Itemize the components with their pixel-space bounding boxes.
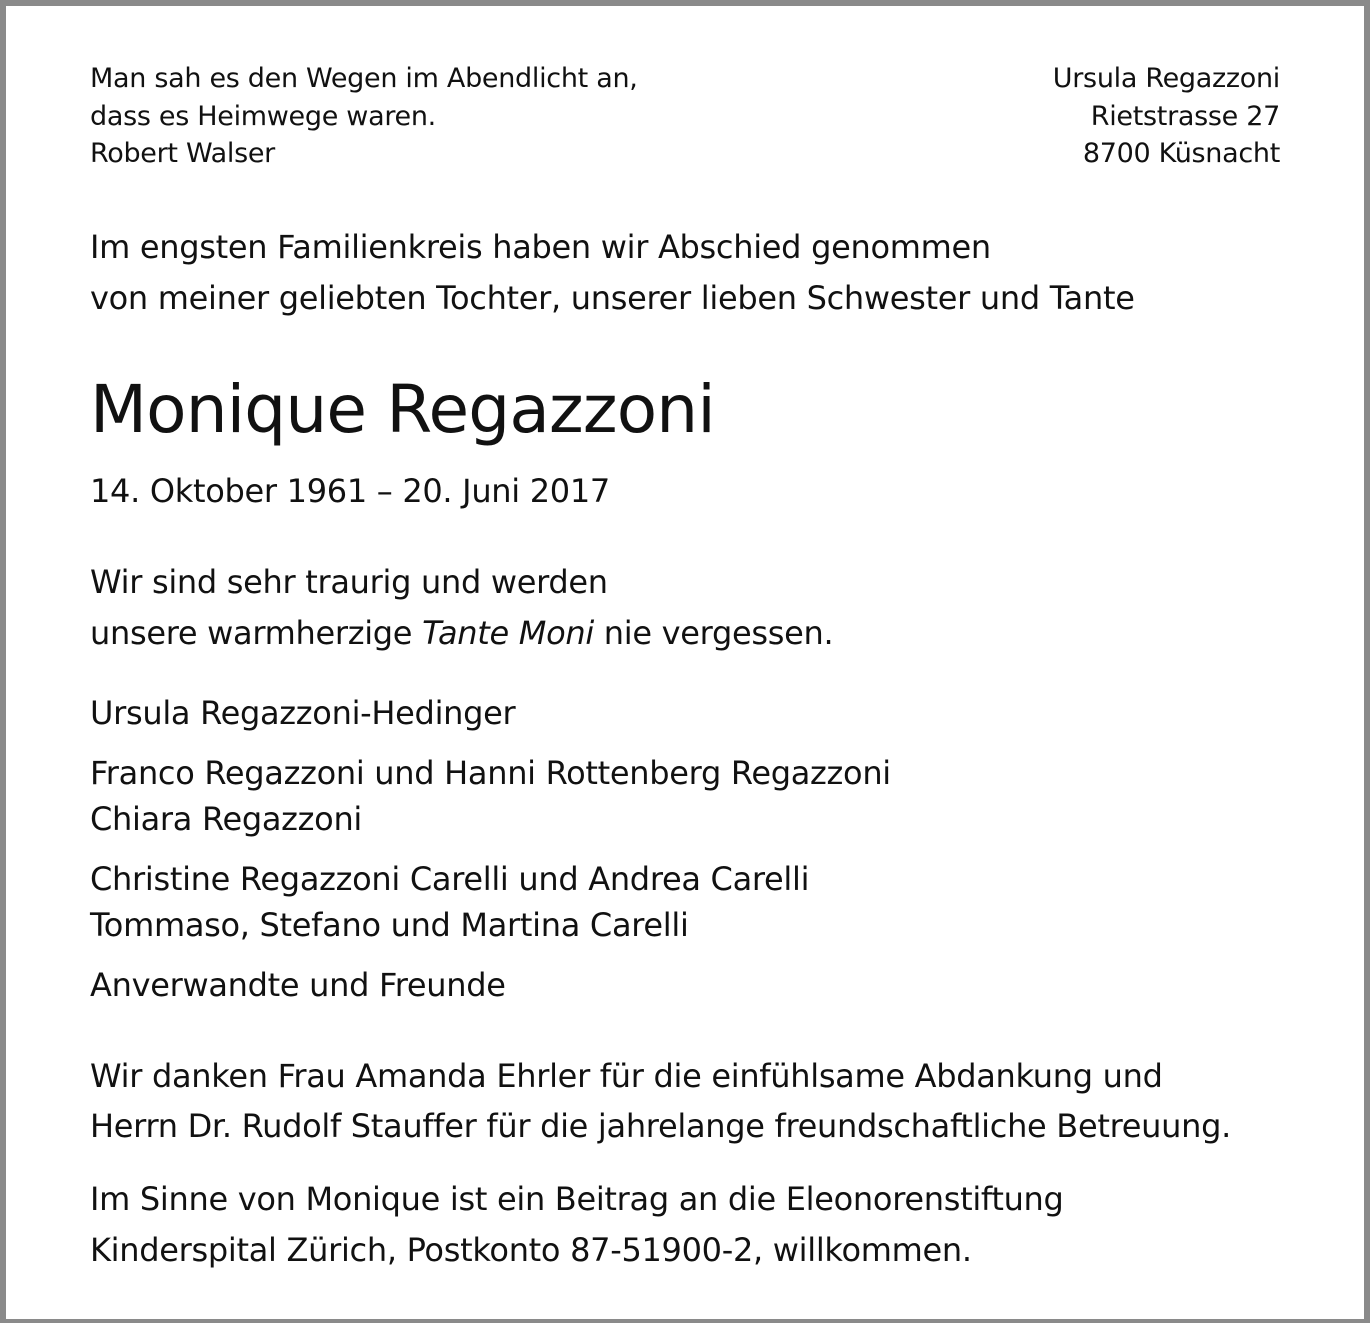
message-line: Wir sind sehr traurig und werden xyxy=(90,563,608,601)
mourner-group xyxy=(90,750,891,842)
mourner-name: Christine Regazzoni Carelli und Andrea Carelli xyxy=(90,860,810,898)
mourners-list xyxy=(90,690,891,1008)
thanks-text xyxy=(90,1051,1231,1151)
quote-author: Robert Walser xyxy=(90,138,275,169)
mourner-group xyxy=(90,856,891,948)
nickname-italic: Tante Moni xyxy=(422,614,594,652)
thanks-line: Wir danken Frau Amanda Ehrler für die einfühlsame Abdankung und xyxy=(90,1057,1163,1095)
message-text xyxy=(90,557,833,659)
address-street: Rietstrasse 27 xyxy=(1090,100,1280,132)
intro-text xyxy=(90,222,1135,324)
mourner-name: Tommaso, Stefano und Martina Carelli xyxy=(90,906,689,944)
donation-line: Im Sinne von Monique ist ein Beitrag an die Eleonorenstiftung xyxy=(90,1180,1064,1218)
mourner-group xyxy=(90,690,891,736)
message-line xyxy=(90,608,833,659)
life-dates: 14. Oktober 1961 – 20. Juni 2017 xyxy=(90,472,610,510)
quote-line: dass es Heimwege waren. xyxy=(90,100,436,132)
address-name: Ursula Regazzoni xyxy=(1052,63,1280,94)
epigraph-quote xyxy=(90,60,638,173)
donation-line: Kinderspital Zürich, Postkonto 87-51900-2, willkommen. xyxy=(90,1231,972,1269)
deceased-name: Monique Regazzoni xyxy=(90,371,715,448)
mourner-group xyxy=(90,962,891,1008)
address-city: 8700 Küsnacht xyxy=(1082,138,1280,169)
message-text-after: nie vergessen. xyxy=(593,614,834,652)
contact-address xyxy=(1053,60,1280,173)
mourner-name: Chiara Regazzoni xyxy=(90,800,363,838)
mourner-name: Anverwandte und Freunde xyxy=(90,966,506,1004)
thanks-line: Herrn Dr. Rudolf Stauffer für die jahrelange freundschaftliche Betreuung. xyxy=(90,1107,1231,1145)
message-text-before: unsere warmherzige xyxy=(90,614,423,652)
mourner-name: Franco Regazzoni und Hanni Rottenberg Regazzoni xyxy=(90,754,891,792)
intro-line: von meiner geliebten Tochter, unserer lieben Schwester und Tante xyxy=(90,279,1135,317)
donation-text xyxy=(90,1174,1064,1276)
mourner-name: Ursula Regazzoni-Hedinger xyxy=(90,694,516,732)
quote-line: Man sah es den Wegen im Abendlicht an, xyxy=(90,63,638,94)
intro-line: Im engsten Familienkreis haben wir Abschied genommen xyxy=(90,228,991,266)
